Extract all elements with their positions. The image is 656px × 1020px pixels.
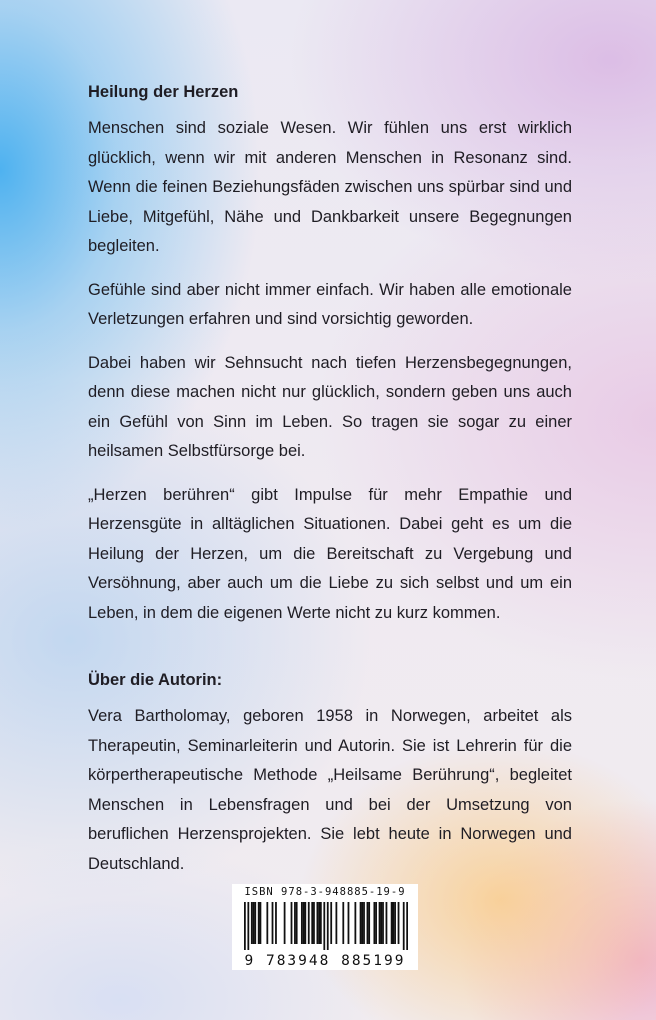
section-heading-heilung: Heilung der Herzen [88,83,239,101]
barcode-bar [403,902,405,950]
barcode-bar [311,902,313,944]
barcode-bar [308,902,310,944]
barcode-bar [386,902,388,944]
barcode-bar [284,902,286,944]
barcode-bar [406,902,408,950]
barcode-bar [391,902,393,944]
barcode-bar [323,902,325,950]
barcode-bar [275,902,277,944]
back-cover-text [88,80,572,893]
barcode-bar [254,902,256,944]
barcode-bar [335,902,337,944]
barcode-bar [379,902,381,944]
barcode-bar [251,902,253,944]
barcode-graphic [244,902,408,950]
barcode-bar [327,902,329,950]
barcode-bar [253,902,255,944]
barcode-bar [354,902,356,944]
author-bio: Vera Bartholomay, geboren 1958 in Norwegen, arbeitet als Therapeutin, Seminarleiterin und Autorin. Sie ist Lehrerin für die körpertherapeutische Methode „Heilsame Berührung“, begleitet Menschen in Lebensfragen und bei der Umsetzung von beruflichen Herzensprojekten. Sie lebt heute in Norwegen und Deutschland. [88,707,572,873]
barcode-bar [244,902,246,950]
barcode-bar [348,902,350,944]
barcode-bar [360,902,362,944]
section-spacer [88,642,572,668]
paragraph-4: „Herzen berühren“ gibt Impulse für mehr Empathie und Herzensgüte in alltäglichen Situationen. Dabei geht es um die Heilung der Herzen, um die Bereitschaft zu Vergebung und Versöhnung, aber auch um die Liebe zu sich selbst und um ein Leben, in dem die eigenen Werte nicht zu kurz kommen. [88,485,572,622]
paragraph-2: Gefühle sind aber nicht immer einfach. Wir haben alle emotionale Verletzungen erfahren und sind vorsichtig geworden. [88,280,572,328]
paragraph-1: Menschen sind soziale Wesen. Wir fühlen uns erst wirklich glücklich, wenn wir mit anderen Menschen in Resonanz sind. Wenn die feinen Beziehungsfäden zwischen uns spürbar sind und Liebe, Mitgefühl, Nähe und Dankbarkeit unsere Begegnungen begleiten. [88,119,572,255]
barcode-bar [380,902,382,944]
barcode-bar [320,902,322,944]
barcode-bar [368,902,370,944]
barcode-bar [330,902,332,944]
barcode-bar [375,902,377,944]
barcode-bar [304,902,306,944]
section-heading-autorin: Über die Autorin: [88,671,223,689]
barcode-bar [260,902,262,944]
barcode-bar [398,902,400,944]
barcode-bar [296,902,298,944]
barcode-digits: 9 783948 885199 [244,953,406,969]
barcode-bar [266,902,268,944]
barcode-bar [367,902,369,944]
barcode-bar [382,902,384,944]
barcode-bar [272,902,274,944]
isbn-label: ISBN 978-3-948885-19-9 [244,886,406,898]
barcode-bars [244,902,408,950]
barcode-bar [342,902,344,944]
barcode-bar [373,902,375,944]
barcode-bar [318,902,320,944]
isbn-barcode [232,884,418,970]
barcode-bar [392,902,394,944]
barcode-bar [361,902,363,944]
barcode-bar [313,902,315,944]
paragraph-3: Dabei haben wir Sehnsucht nach tiefen Herzensbegegnungen, denn diese machen nicht nur glücklich, sondern geben uns auch ein Gefühl von Sinn im Leben. So tragen sie sogar zu einer heilsamen Selbstfürsorge bei. [88,353,572,460]
barcode-bar [301,902,303,944]
barcode-bar [247,902,249,950]
barcode-bar [394,902,396,944]
barcode-bar [363,902,365,944]
barcode-bar [291,902,293,944]
barcode-bar [294,902,296,944]
barcode-bar [303,902,305,944]
barcode-bar [258,902,260,944]
barcode-bar [317,902,319,944]
